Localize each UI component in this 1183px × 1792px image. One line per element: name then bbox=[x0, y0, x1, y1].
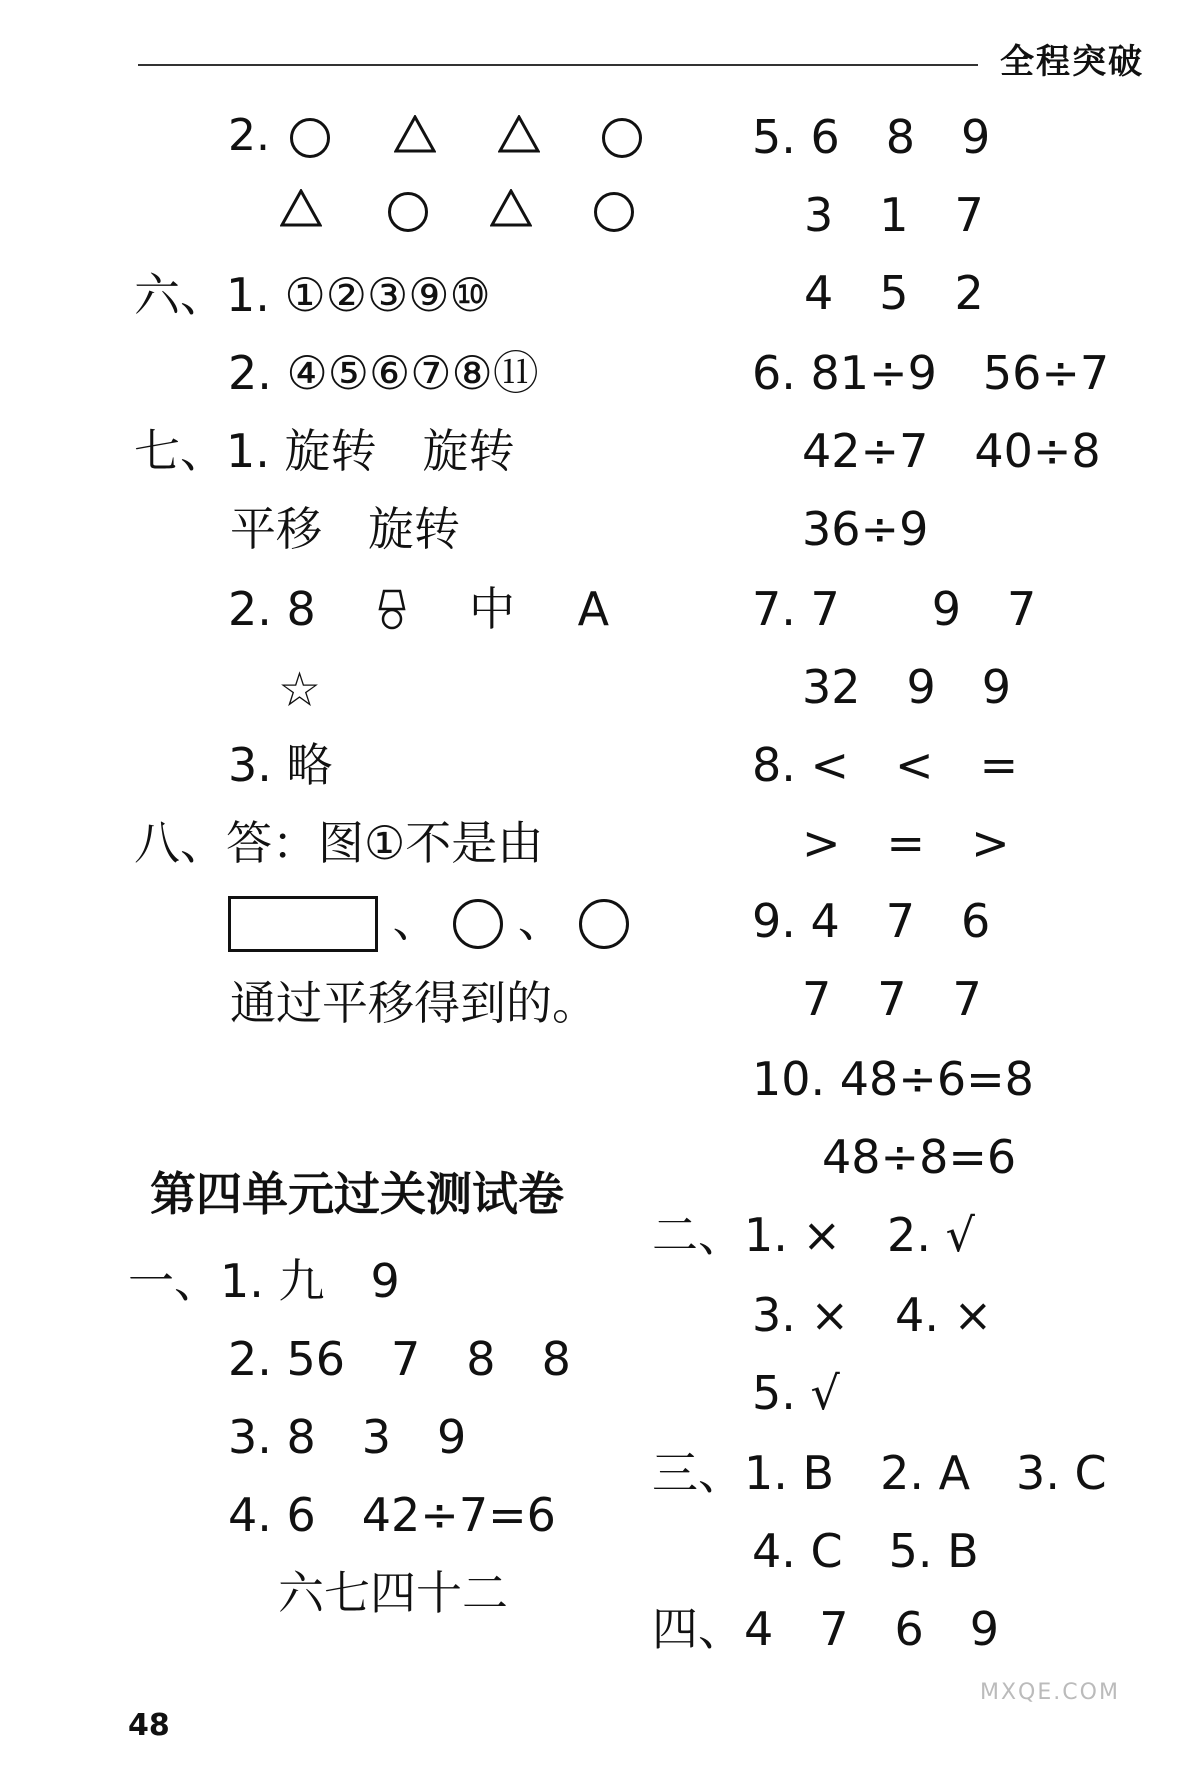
answer-7-1b: 平移 旋转 bbox=[230, 502, 460, 556]
watermark: MXQE.COM bbox=[980, 1680, 1120, 1705]
star-icon: ☆ bbox=[278, 662, 322, 718]
circle-icon bbox=[388, 192, 428, 232]
page-number: 48 bbox=[128, 1708, 170, 1743]
book-title: 全程突破 bbox=[1000, 42, 1144, 82]
unit-answer-1-3: 3. 8 3 9 bbox=[228, 1410, 467, 1464]
circle-icon bbox=[602, 118, 642, 158]
triangle-icon bbox=[394, 115, 436, 161]
answer-6-1: 六、1. ①②③⑨⑩ bbox=[134, 268, 491, 322]
answer-5-2-row2 bbox=[280, 188, 634, 235]
answer-5-2-row1 bbox=[228, 110, 642, 161]
triangle-icon bbox=[490, 189, 532, 235]
section-2-b: 3. × 4. × bbox=[752, 1288, 993, 1342]
section-2-c: 5. √ bbox=[752, 1366, 840, 1420]
answer-7-1a: 七、1. 旋转 旋转 bbox=[134, 424, 515, 478]
answer-6-2: 2. ④⑤⑥⑦⑧⑪ bbox=[228, 346, 539, 400]
section-4: 四、4 7 6 9 bbox=[652, 1602, 1000, 1656]
section-3-b: 4. C 5. B bbox=[752, 1524, 979, 1578]
label: 2. bbox=[228, 110, 270, 161]
answer-r8a: 8. < < = bbox=[752, 738, 1019, 792]
answer-r6a: 6. 81÷9 56÷7 bbox=[752, 346, 1110, 400]
answer-8-shapes bbox=[228, 893, 629, 952]
answer-r10b: 48÷8=6 bbox=[822, 1130, 1017, 1184]
answer-r9a: 9. 4 7 6 bbox=[752, 894, 991, 948]
answer-7-2a bbox=[228, 582, 610, 638]
answer-r8b: > = > bbox=[802, 816, 1010, 870]
circle-icon bbox=[453, 899, 503, 949]
answer-r6c: 36÷9 bbox=[802, 502, 929, 556]
answer-r6b: 42÷7 40÷8 bbox=[802, 424, 1101, 478]
circle-icon bbox=[290, 118, 330, 158]
answer-7-2-number: 2. 8 bbox=[228, 582, 316, 636]
unit-answer-1-4a: 4. 6 42÷7=6 bbox=[228, 1488, 556, 1542]
header-rule bbox=[138, 64, 978, 66]
answer-8-a: 八、答：图①不是由 bbox=[134, 816, 544, 870]
rectangle-icon bbox=[228, 896, 378, 952]
separator: 、 bbox=[392, 893, 439, 948]
answer-r5a: 5. 6 8 9 bbox=[752, 110, 991, 164]
answer-r7a: 7. 7 9 7 bbox=[752, 582, 1037, 636]
answer-r7b: 32 9 9 bbox=[802, 660, 1012, 714]
answer-r5c: 4 5 2 bbox=[804, 266, 984, 320]
answer-r10a: 10. 48÷6=8 bbox=[752, 1052, 1034, 1106]
answer-r5b: 3 1 7 bbox=[804, 188, 984, 242]
answer-7-2-middle: 中 bbox=[469, 582, 516, 636]
unit-answer-1-2: 2. 56 7 8 8 bbox=[228, 1332, 571, 1386]
answer-r9b: 7 7 7 bbox=[802, 972, 982, 1026]
unit-answer-1-1: 一、1. 九 9 bbox=[128, 1254, 400, 1308]
section-3-a: 三、1. B 2. A 3. C bbox=[652, 1446, 1107, 1500]
unit-answer-1-4b: 六七四十二 bbox=[278, 1566, 508, 1620]
answer-7-2-letter: A bbox=[577, 582, 610, 636]
answer-7-3: 3. 略 bbox=[228, 738, 333, 792]
circle-icon bbox=[579, 899, 629, 949]
answer-8-c: 通过平移得到的。 bbox=[230, 976, 598, 1030]
triangle-icon bbox=[280, 189, 322, 235]
triangle-icon bbox=[498, 115, 540, 161]
section-2-a: 二、1. × 2. √ bbox=[652, 1208, 975, 1262]
separator: 、 bbox=[517, 893, 564, 948]
unit-title: 第四单元过关测试卷 bbox=[150, 1167, 564, 1221]
lamp-icon bbox=[374, 587, 410, 638]
circle-icon bbox=[594, 192, 634, 232]
